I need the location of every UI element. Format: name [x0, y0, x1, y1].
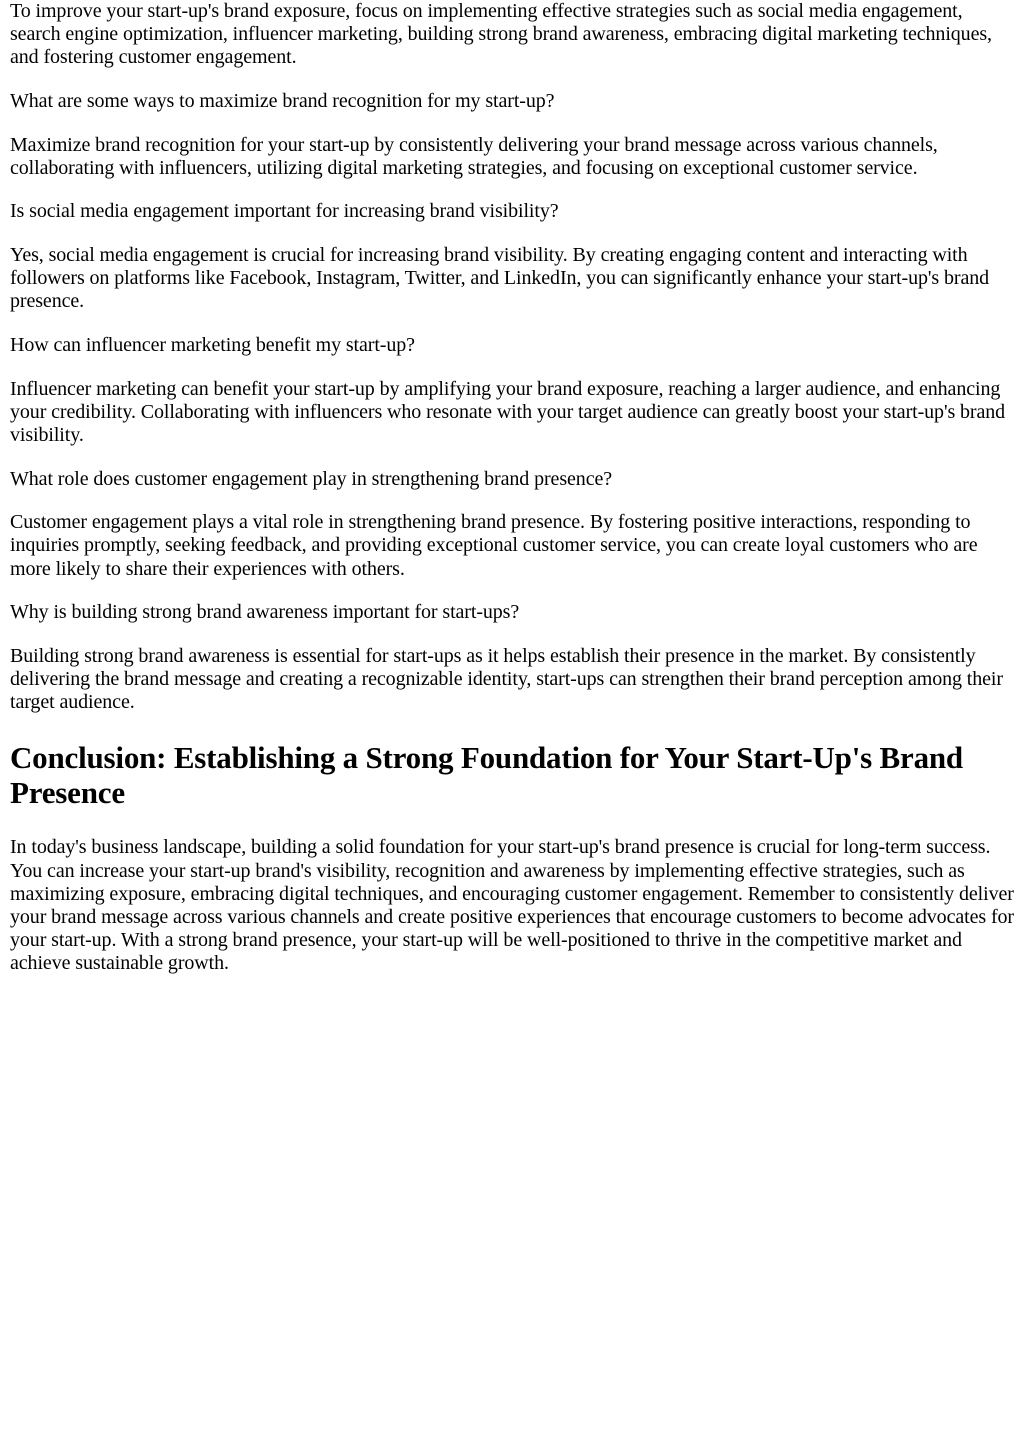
faq-question-4: What role does customer engagement play in strengthening brand presence?: [10, 467, 613, 490]
faq-answer-3: Influencer marketing can benefit your start-up by amplifying your brand exposure, reaching a larger audience, and enhancing your credibility. Collaborating with influencers who resonate with your target audience can greatly boost your start-up's brand visibility.: [10, 377, 1006, 446]
faq-question-2: Is social media engagement important for increasing brand visibility?: [10, 200, 559, 223]
conclusion-body: In today's business landscape, building a solid foundation for your start-up's brand presence is crucial for long-term success. You can increase your start-up brand's visibility, recognition and awareness by implementing effective strategies, such as maximizing exposure, embracing digital techniques, and encouraging customer engagement. Remember to consistently deliver your brand message across various channels and create positive experiences that encourage customers to become advocates for your start-up. With a strong brand presence, your start-up will be well-positioned to thrive in the competitive market and achieve sustainable growth.: [10, 836, 1014, 975]
faq-question-3: How can influencer marketing benefit my start-up?: [10, 333, 415, 356]
faq-answer-4: Customer engagement plays a vital role in strengthening brand presence. By fostering positive interactions, responding to inquiries promptly, seeking feedback, and providing exceptional customer service, you can create loyal customers who are more likely to share their experiences with others.: [10, 511, 978, 580]
faq-answer-1: Maximize brand recognition for your start-up by consistently delivering your brand message across various channels, collaborating with influencers, utilizing digital marketing strategies, and focusing on exceptional customer service.: [10, 133, 938, 179]
faq-question-1: What are some ways to maximize brand recognition for my start-up?: [10, 90, 555, 112]
faq-answer-5: Building strong brand awareness is essential for start-ups as it helps establish their presence in the market. By consistently delivering the brand message and creating a recognizable identity, start-ups can strengthen their brand perception among their target audience.: [10, 644, 1003, 714]
intro-paragraph: To improve your start-up's brand exposure, focus on implementing effective strategies such as social media engagement, search engine optimization, influencer marketing, building strong brand awareness, embracing digital marketing techniques, and fostering customer engagement.: [10, 0, 992, 69]
faq-question-5: Why is building strong brand awareness important for start-ups?: [10, 601, 520, 624]
conclusion-heading: Conclusion: Establishing a Strong Foundation for Your Start-Up's Brand Presence: [10, 740, 963, 811]
faq-answer-2: Yes, social media engagement is crucial for increasing brand visibility. By creating engaging content and interacting with followers on platforms like Facebook, Instagram, Twitter, and LinkedIn, you can significantly enhance your start-up's brand presence.: [10, 243, 990, 313]
document-page: [10, 0, 1014, 976]
